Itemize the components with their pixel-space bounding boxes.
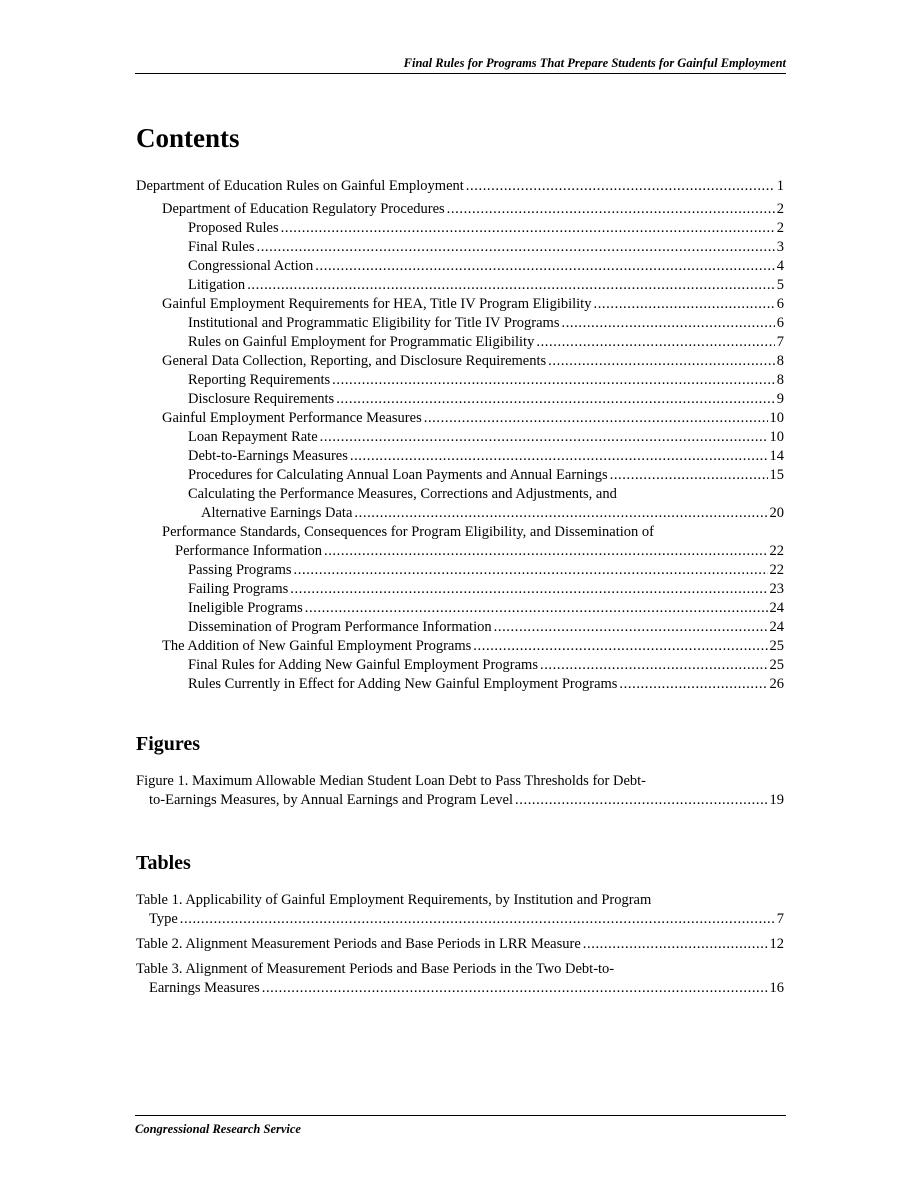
toc-entry-page: 7	[776, 334, 784, 350]
toc-entry-label: Loan Repayment Rate	[188, 429, 318, 445]
running-header: Final Rules for Programs That Prepare Students for Gainful Employment	[135, 56, 786, 74]
toc-entry-label: Gainful Employment Performance Measures	[162, 410, 422, 426]
running-footer: Congressional Research Service	[135, 1115, 786, 1137]
toc-entry-page: 20	[769, 505, 784, 521]
toc-entry[interactable]	[136, 447, 784, 466]
toc-entry-label: Congressional Action	[188, 258, 314, 274]
toc-entry-page: 24	[769, 619, 784, 635]
table-entry-page: 12	[769, 936, 784, 952]
toc-entry-page: 4	[776, 258, 784, 274]
toc-entry[interactable]	[136, 177, 784, 196]
table-entry-page: 16	[769, 980, 784, 996]
dot-leader	[315, 257, 774, 276]
table-entry[interactable]	[136, 891, 784, 929]
dot-leader	[515, 791, 767, 810]
toc-entry-page: 9	[776, 391, 784, 407]
toc-entry-label: Rules Currently in Effect for Adding New Gainful Employment Programs	[188, 676, 618, 692]
toc-entry-page: 14	[769, 448, 784, 464]
toc-entry-page: 23	[769, 581, 784, 597]
toc-entry-page: 6	[776, 296, 784, 312]
toc-entry[interactable]	[136, 238, 784, 257]
toc-entry[interactable]	[136, 656, 784, 675]
dot-leader	[247, 276, 775, 295]
dot-leader	[180, 910, 775, 929]
toc-entry[interactable]	[136, 485, 784, 523]
dot-leader	[610, 466, 768, 485]
dot-leader	[593, 295, 774, 314]
toc-entry-label: The Addition of New Gainful Employment Programs	[162, 638, 472, 654]
dot-leader	[583, 935, 768, 954]
toc-entry[interactable]	[136, 314, 784, 333]
toc-entry-label-continued: Performance Information	[175, 543, 322, 559]
dot-leader	[332, 371, 775, 390]
toc-entry[interactable]	[136, 295, 784, 314]
table-entry-label: Table 3. Alignment of Measurement Periods and Base Periods in the Two Debt-to-	[136, 961, 615, 977]
toc-entry-page: 24	[769, 600, 784, 616]
toc-entry-label-continued: Alternative Earnings Data	[201, 505, 353, 521]
table-entry-label-continued: Earnings Measures	[149, 980, 260, 996]
dot-leader	[473, 637, 767, 656]
dot-leader	[256, 238, 774, 257]
toc-entry-label: Performance Standards, Consequences for Program Eligibility, and Dissemination of	[162, 524, 654, 540]
toc-entry-label: Litigation	[188, 277, 246, 293]
dot-leader	[350, 447, 768, 466]
dot-leader	[262, 979, 768, 998]
toc-entry-page: 8	[776, 353, 784, 369]
figure-entry-label: Figure 1. Maximum Allowable Median Student Loan Debt to Pass Thresholds for Debt-	[136, 773, 646, 789]
toc-entry-label: Gainful Employment Requirements for HEA, Title IV Program Eligibility	[162, 296, 592, 312]
contents-title: Contents	[136, 123, 240, 153]
dot-leader	[548, 352, 775, 371]
toc-entry-label: Proposed Rules	[188, 220, 279, 236]
dot-leader	[424, 409, 768, 428]
figure-entry-label-continued: to-Earnings Measures, by Annual Earnings and Program Level	[149, 792, 514, 808]
dot-leader	[536, 333, 774, 352]
dot-leader	[561, 314, 774, 333]
dot-leader	[466, 177, 775, 196]
toc-entry-page: 2	[776, 201, 784, 217]
figures-list	[136, 772, 784, 816]
toc-entry-page: 5	[776, 277, 784, 293]
toc-entry-label: Rules on Gainful Employment for Programmatic Eligibility	[188, 334, 535, 350]
toc-entry-label: Final Rules for Adding New Gainful Employment Programs	[188, 657, 538, 673]
dot-leader	[354, 504, 767, 523]
table-entry-label-continued: Type	[149, 911, 178, 927]
toc-entry[interactable]	[136, 333, 784, 352]
table-entry-page: 7	[776, 911, 784, 927]
figure-entry-page: 19	[769, 792, 784, 808]
toc-entry-label: Dissemination of Program Performance Information	[188, 619, 492, 635]
toc-entry[interactable]	[136, 200, 784, 219]
dot-leader	[320, 428, 768, 447]
figures-heading: Figures	[136, 733, 201, 755]
table-of-contents	[136, 177, 784, 694]
dot-leader	[281, 219, 775, 238]
table-entry-label: Table 2. Alignment Measurement Periods and Base Periods in LRR Measure	[136, 936, 581, 952]
toc-entry-page: 22	[769, 543, 784, 559]
toc-entry-label: Calculating the Performance Measures, Corrections and Adjustments, and	[188, 486, 617, 502]
toc-entry-page: 25	[769, 638, 784, 654]
table-entry-label: Table 1. Applicability of Gainful Employment Requirements, by Institution and Program	[136, 892, 652, 908]
dot-leader	[540, 656, 768, 675]
toc-entry[interactable]	[136, 390, 784, 409]
tables-heading: Tables	[136, 852, 191, 874]
dot-leader	[324, 542, 768, 561]
dot-leader	[494, 618, 768, 637]
dot-leader	[305, 599, 768, 618]
toc-entry[interactable]	[136, 637, 784, 656]
toc-entry-page: 10	[769, 410, 784, 426]
dot-leader	[619, 675, 767, 694]
toc-entry-label: Debt-to-Earnings Measures	[188, 448, 348, 464]
toc-entry-page: 15	[769, 467, 784, 483]
toc-entry-label: Institutional and Programmatic Eligibility for Title IV Programs	[188, 315, 560, 331]
figure-entry[interactable]	[136, 772, 784, 810]
toc-entry-page: 26	[769, 676, 784, 692]
toc-entry-page: 8	[776, 372, 784, 388]
toc-entry[interactable]	[136, 599, 784, 618]
toc-entry-label: Ineligible Programs	[188, 600, 303, 616]
toc-entry[interactable]	[136, 219, 784, 238]
toc-entry-label: Final Rules	[188, 239, 255, 255]
dot-leader	[290, 580, 767, 599]
toc-entry-label: Department of Education Rules on Gainful Employment	[136, 178, 464, 194]
toc-entry-page: 10	[769, 429, 784, 445]
toc-entry-label: Reporting Requirements	[188, 372, 331, 388]
dot-leader	[447, 200, 775, 219]
toc-entry-label: Procedures for Calculating Annual Loan Payments and Annual Earnings	[188, 467, 608, 483]
toc-entry-label: Department of Education Regulatory Procedures	[162, 201, 445, 217]
dot-leader	[294, 561, 768, 580]
toc-entry-page: 6	[776, 315, 784, 331]
toc-entry-page: 3	[776, 239, 784, 255]
toc-entry[interactable]	[136, 466, 784, 485]
toc-entry-page: 25	[769, 657, 784, 673]
toc-entry[interactable]	[136, 371, 784, 390]
toc-entry-label: Disclosure Requirements	[188, 391, 335, 407]
toc-entry-page: 2	[776, 220, 784, 236]
toc-entry-page: 22	[769, 562, 784, 578]
toc-entry[interactable]	[136, 561, 784, 580]
toc-entry[interactable]	[136, 276, 784, 295]
toc-entry[interactable]	[136, 257, 784, 276]
toc-entry[interactable]	[136, 409, 784, 428]
dot-leader	[336, 390, 775, 409]
toc-entry[interactable]	[136, 675, 784, 694]
toc-entry-label: Passing Programs	[188, 562, 292, 578]
toc-entry[interactable]	[136, 352, 784, 371]
toc-entry[interactable]	[136, 523, 784, 561]
toc-entry[interactable]	[136, 580, 784, 599]
tables-list	[136, 891, 784, 1004]
table-entry[interactable]	[136, 960, 784, 998]
toc-entry-page: 1	[776, 178, 784, 194]
toc-entry-label: General Data Collection, Reporting, and Disclosure Requirements	[162, 353, 547, 369]
toc-entry-label: Failing Programs	[188, 581, 289, 597]
table-entry[interactable]	[136, 935, 784, 954]
toc-entry[interactable]	[136, 618, 784, 637]
toc-entry[interactable]	[136, 428, 784, 447]
